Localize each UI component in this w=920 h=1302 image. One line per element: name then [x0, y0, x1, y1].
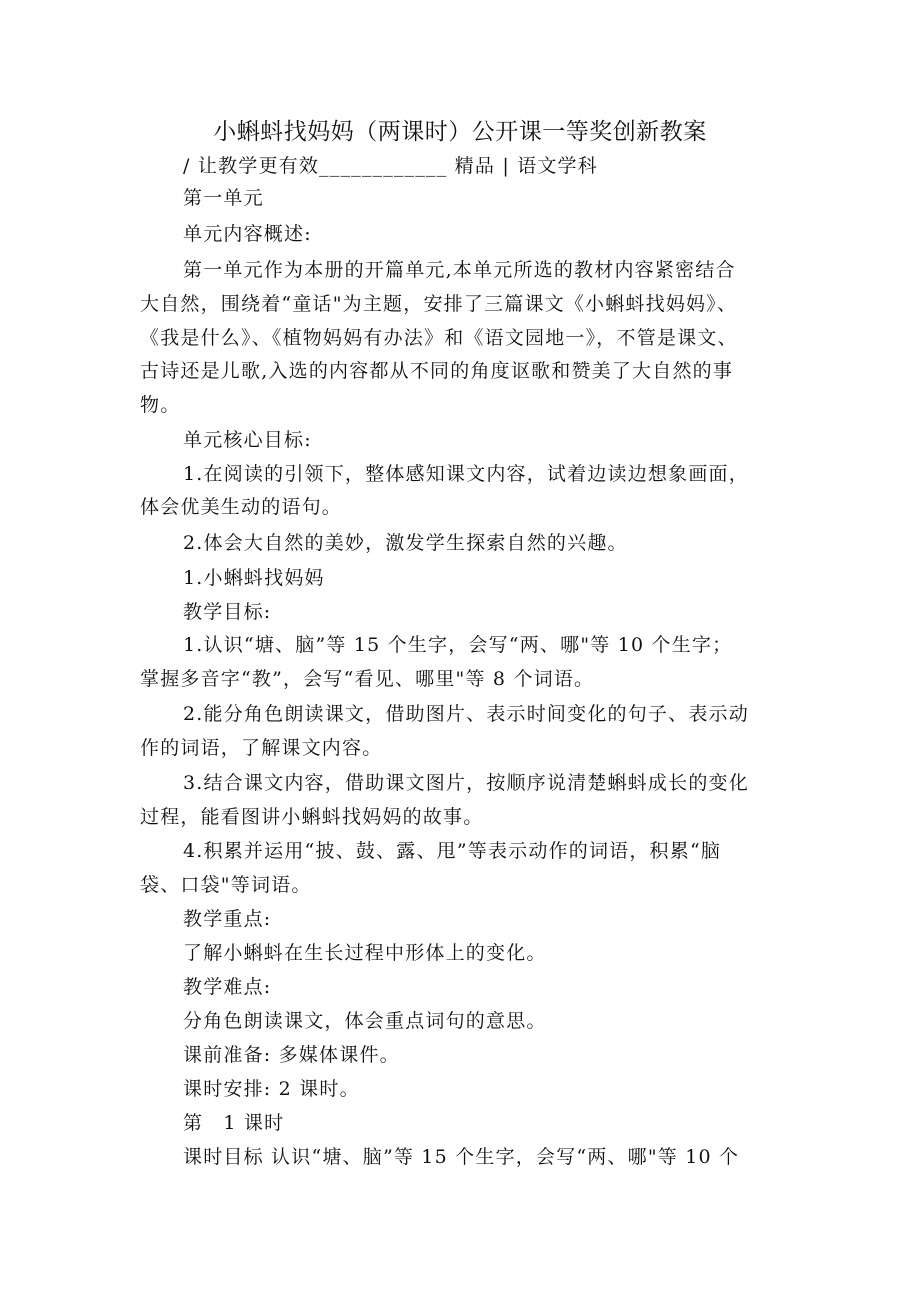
text-line: 4.积累并运用“披、鼓、露、甩”等表示动作的词语，积累“脑	[183, 840, 722, 862]
text-line: 3.结合课文内容，借助课文图片，按顺序说清楚蝌蚪成长的变化	[183, 772, 749, 794]
text-line: 第一单元作为本册的开篇单元,本单元所选的教材内容紧密结合	[183, 259, 736, 281]
text-line: 1.认识“塘、脑”等 15 个生字，会写“两、哪"等 10 个生字；	[183, 634, 733, 656]
subtitle-line: / 让教学更有效____________ 精品 | 语文学科	[183, 155, 598, 177]
text-line: 2.体会大自然的美妙，激发学生探索自然的兴趣。	[183, 532, 628, 554]
text-line: 袋、口袋"等词语。	[140, 874, 312, 896]
text-line: 过程，能看图讲小蝌蚪找妈妈的故事。	[140, 806, 484, 828]
text-line: 1.在阅读的引领下，整体感知课文内容，试着边读边想象画面，	[183, 463, 749, 485]
document-title: 小蝌蚪找妈妈（两课时）公开课一等奖创新教案	[213, 119, 707, 145]
text-line: 掌握多音字“教”，会写“看见、哪里"等 8 个词语。	[140, 668, 595, 690]
text-line: 教学目标:	[183, 601, 272, 623]
text-line: 大自然，围绕着“童话"为主题，安排了三篇课文《小蝌蚪找妈妈》、	[140, 293, 738, 315]
text-line: 《我是什么》、《植物妈妈有办法》和《语文园地一》，不管是课文、	[140, 327, 738, 349]
text-line: 教学重点:	[183, 908, 272, 930]
text-line: 分角色朗读课文，体会重点词句的意思。	[183, 1010, 547, 1032]
text-line: 古诗还是儿歌,入选的内容都从不同的角度讴歌和赞美了大自然的事	[140, 360, 734, 382]
text-line: 课时目标 认识“塘、脑”等 15 个生字，会写“两、哪"等 10 个	[183, 1146, 740, 1168]
text-line: 单元核心目标:	[183, 429, 312, 451]
text-line: 教学难点:	[183, 976, 272, 998]
text-line: 作的词语，了解课文内容。	[140, 737, 383, 759]
text-line: 了解小蝌蚪在生长过程中形体上的变化。	[183, 942, 547, 964]
text-line: 1.小蝌蚪找妈妈	[183, 567, 325, 589]
text-line: 2.能分角色朗读课文，借助图片、表示时间变化的句子、表示动	[183, 703, 749, 725]
text-line: 第一单元	[183, 187, 264, 209]
text-line: 物。	[140, 394, 181, 416]
text-line: 课时安排: 2 课时。	[183, 1078, 360, 1100]
text-line: 体会优美生动的语句。	[140, 496, 343, 518]
text-line: 课前准备: 多媒体课件。	[183, 1044, 400, 1066]
text-line: 单元内容概述:	[183, 223, 312, 245]
text-line: 第 1 课时	[183, 1112, 285, 1134]
